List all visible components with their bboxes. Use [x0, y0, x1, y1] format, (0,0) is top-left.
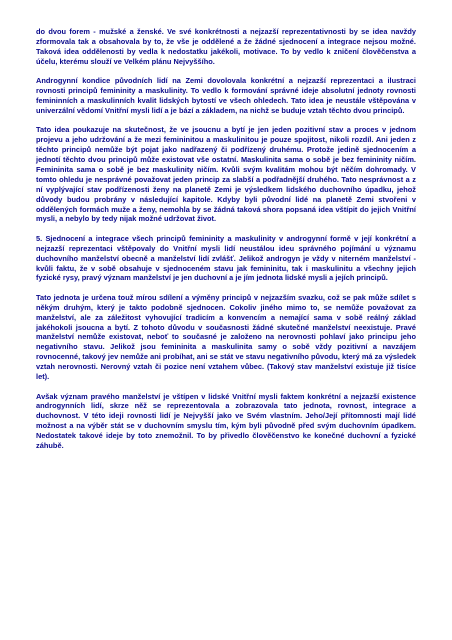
- paragraph: do dvou forem - mužské a ženské. Ve své konkrétnosti a nejzazší reprezentativnosti by se idea navždy zformovala tak a obsahovala by to, že vše je oddělené a že žádné sjednocení a integrace nejsou možné. Taková idea oddělenosti by vedla k nedostatku jakékoli, motivace. To by vedlo k zničení člověčenstva a účelu, kterému slouží ve Velkém plánu Nejvyššího.: [36, 27, 416, 66]
- paragraph: Tato jednota je určena touž mírou sdílení a výměny principů v nejzazším svazku, což se pak může sdílet s někým druhým, který je takto podobně sjednocen. Cokoliv jiného mimo to, se nemůže považovat za manželství, ale za záležitost vyhovující tradicím a konvencím a nemající sama v sobě reálný základ jakéhokoli jsoucna a bytí. Z tohoto důvodu v současnosti žádné skutečné manželství neexistuje. Pravé manželství nemůže existovat, neboť to současné je založeno na nerovnosti pohlaví jako principu jeho negativního stavu. Jelikož jsou femininita a maskulinita samy o sobě vždy pozitivní a navzájem rovnocenné, takový jev nemůže ani probíhat, ani se stát ve stavu negativního původu, který má za výsledek vztah nerovnosti. Nerovný vztah či pozice není vztahem vůbec. (Takový stav manželství existuje již tisíce let).: [36, 292, 416, 382]
- paragraph: Tato idea poukazuje na skutečnost, že ve jsoucnu a bytí je jen jeden pozitivní stav a proces v jednom projevu a jeho udržování a že mezi femininitou a maskulinitou je pouze spojitost, nikoli rozdíl. Ani jeden z těchto principů nemůže být pojat jako nadřazený či podřízený druhému. Protože jedině sjednocením a jednotí těchto dvou principů může existovat vše ostatní. Maskulinita sama o sobě je bez femininity ničím. Femininita sama o sobě je bez maskulinity ničím. Kvůli svým kvalitám mohou být něčím dohromady. V tomto ohledu je nesprávné považovat jeden princip za slabší a podřadnější druhého. Tato nesprávnost a z ní vyplývající stav podřízenosti ženy na planetě Zemi je výsledkem lidského duchovního úpadku, jehož důvody budou probrány v následující kapitole. Kdyby byli původní lidé na planetě Zemi stvořeni v oddělených formách muže a ženy, nemohla by se žádná taková shora popsaná idea vštípit do jejich Vnitřní mysli, a nebylo by tedy nijak možné udržovat život.: [36, 125, 416, 224]
- paragraph: 5. Sjednocení a integrace všech principů femininity a maskulinity v androgynní formě v její konkrétní a nejzazší reprezentaci vštěpovaly do Vnitřní mysli lidí neustálou ideu správného pojímání u významu duchovního manželství obecně a manželství lidí zvlášť. Jelikož androgyn je vždy v niterném manželství - kvůli faktu, že v sobě obsahuje v sjednoceném stavu jak femininitu, tak i maskulinitu a všechny jejich fyzické rysy, pravý význam manželství je jen duchovní a je jím jednota lidské mysli a jejích principů.: [36, 233, 416, 283]
- paragraph: Androgynní kondice původních lidí na Zemi dovolovala konkrétní a nejzazší reprezentaci a ilustraci rovnosti principů femininity a maskulinity. To vedlo k formování správné ideje absolutní jednoty rovnosti femininních a maskulinních kvalit lidských bytostí ve všech ohledech. Tato idea je neustále vštěpována v univerzální vědomí Vnitřní mysli lidí a je bází a základem, na nichž se buduje vztah těchto dvou principů.: [36, 76, 416, 115]
- paragraph: Avšak význam pravého manželství je vštípen v lidské Vnitřní mysli faktem konkrétní a nejzazší existence androgynních lidí, skrze něž se reprezentovala a zobrazovala tato jednota, rovnost, integrace a duchovnost. V této ideji rovnosti lidí je Nejvyšší jako ve Svém vlastním. Jeho/Její přítomnosti mají lidé možnost a na výběr stát se v duchovním smyslu tím, kým byli původně před svým duchovním úpadkem. Nedostatek takové ideje by toto znemožnil. To by přivedlo člověčenstvo ke konečné duchovní a fyzické záhubě.: [36, 391, 416, 451]
